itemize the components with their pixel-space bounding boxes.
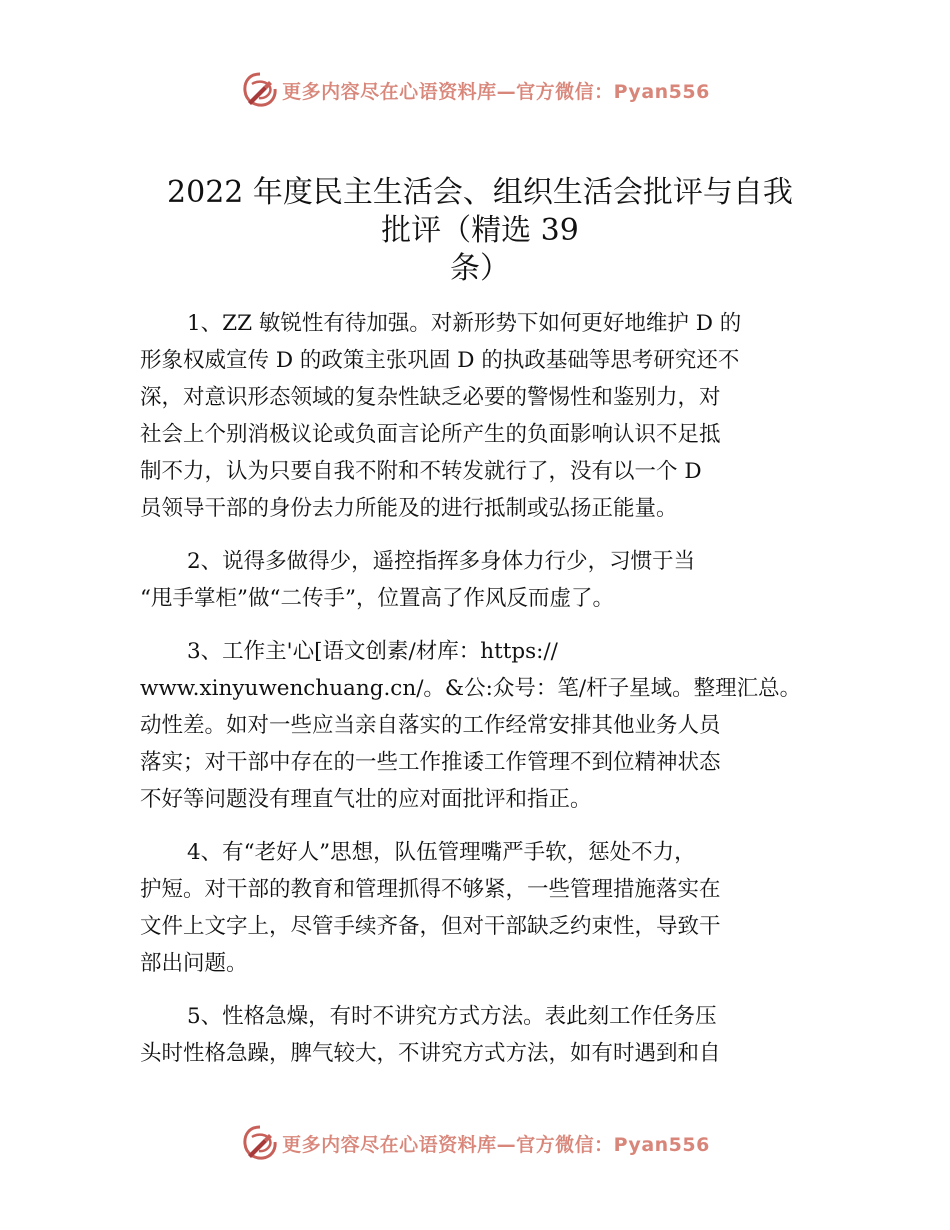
text-line: 员领导干部的身份去力所能及的进行抵制或弘扬正能量。 [140,496,678,521]
text-line: 3、工作主'心[语文创素/材库：https:// [187,639,558,664]
watermark-text: 更多内容尽在心语资料库—官方微信：Pyan556 [282,80,710,103]
text-line: www.xinyuwenchuang.cn/。&公:众号：笔/杆子星域。整理汇总。 [140,676,802,701]
text-line: 落实；对干部中存在的一些工作推诿工作管理不到位精神状态 [140,750,721,775]
paragraph-2 [140,543,820,617]
text-line: 2、说得多做得少，遥控指挥多身体力行少，习惯于当 [187,549,696,574]
title-line: 条） [450,251,510,286]
footer-watermark [0,1123,950,1163]
text-line: 社会上个别消极议论或负面言论所产生的负面影响认识不足抵 [140,422,721,447]
text-line: 4、有“老好人”思想，队伍管理嘴严手软，惩处不力， [187,840,696,865]
text-line: 文件上文字上，尽管手续齐备，但对干部缺乏约束性，导致干 [140,914,721,939]
paragraph-4 [140,834,820,982]
document-title [130,174,830,288]
text-line: 动性差。如对一些应当亲自落实的工作经常安排其他业务人员 [140,713,721,738]
paragraph-3 [140,633,820,818]
title-line: 2022 年度民主生活会、组织生活会批评与自我 [167,175,793,210]
document-body [140,305,820,1088]
text-line: 5、性格急燥，有时不讲究方式方法。表此刻工作任务压 [187,1004,717,1029]
text-line: “甩手掌柜”做“二传手”，位置高了作风反而虚了。 [140,586,614,611]
text-line: 头时性格急躁，脾气较大，不讲究方式方法，如有时遇到和自 [140,1041,721,1066]
paragraph-1 [140,305,820,527]
text-line: 深，对意识形态领域的复杂性缺乏必要的警惕性和鉴别力，对 [140,385,721,410]
watermark-text: 更多内容尽在心语资料库—官方微信：Pyan556 [282,1133,710,1156]
pen-swirl-logo-icon [240,1123,280,1163]
text-line: 部出问题。 [140,951,248,976]
title-line: 批评（精选 39 [381,213,579,248]
text-line: 不好等问题没有理直气壮的应对面批评和指正。 [140,787,592,812]
text-line: 制不力，认为只要自我不附和不转发就行了，没有以一个 D [140,459,702,484]
paragraph-5 [140,998,820,1072]
text-line: 1、ZZ 敏锐性有待加强。对新形势下如何更好地维护 D 的 [187,311,742,336]
header-watermark [0,70,950,110]
text-line: 护短。对干部的教育和管理抓得不够紧，一些管理措施落实在 [140,877,721,902]
pen-swirl-logo-icon [240,70,280,110]
text-line: 形象权威宣传 D 的政策主张巩固 D 的执政基础等思考研究还不 [140,348,740,373]
